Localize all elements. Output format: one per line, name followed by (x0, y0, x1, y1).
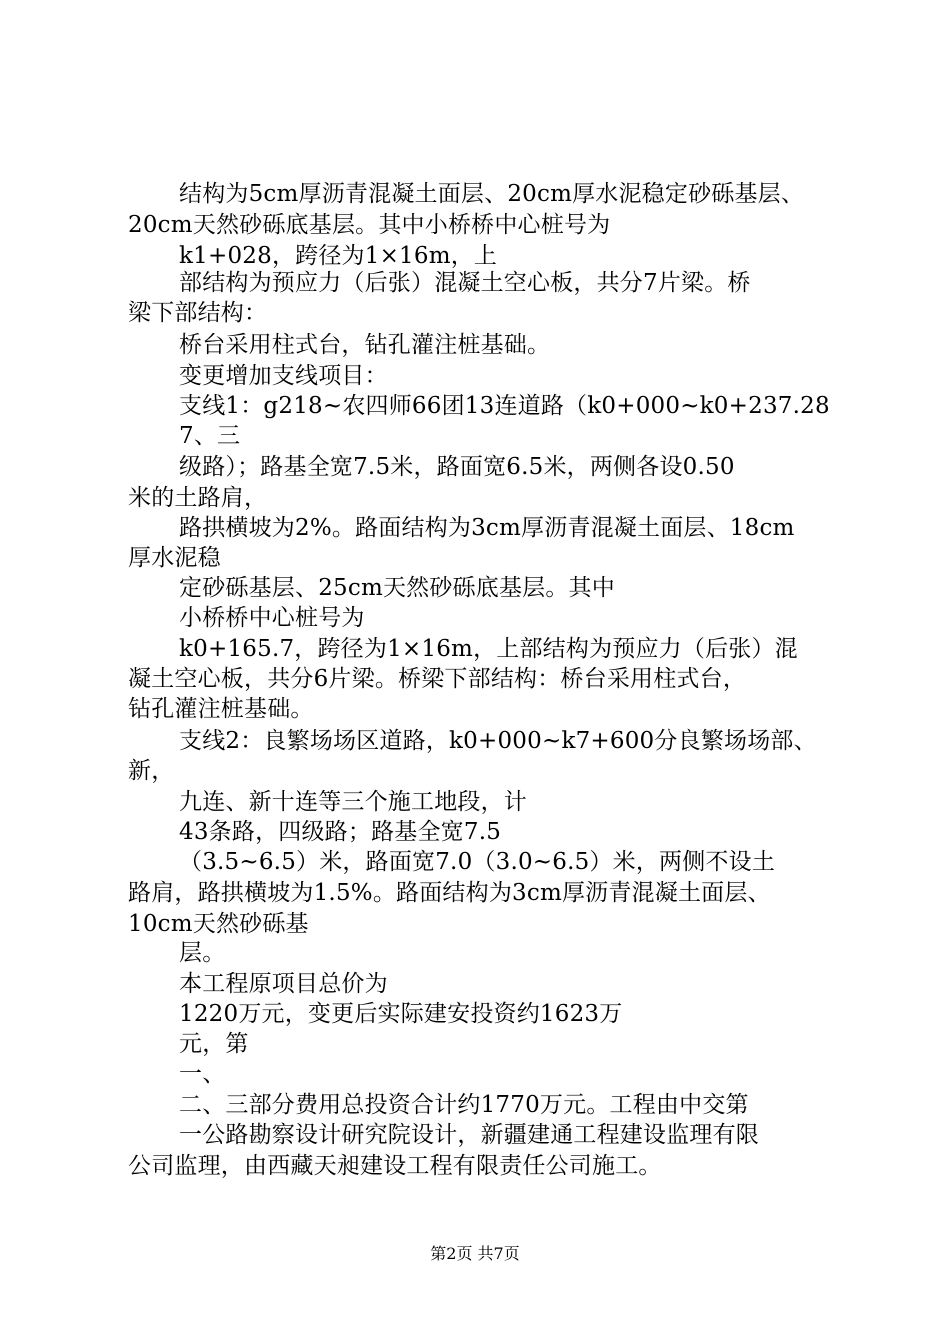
paragraph-line: 梁下部结构： (128, 300, 268, 326)
paragraph-line: 部结构为预应力（后张）混凝土空心板，共分7片梁。桥 (179, 270, 751, 296)
paragraph-line: 元，第 (179, 1031, 249, 1057)
paragraph-line: 定砂砾基层、25cm天然砂砾底基层。其中 (179, 575, 615, 601)
paragraph-line: k0+165.7，跨径为1×16m，上部结构为预应力（后张）混 (179, 636, 798, 662)
paragraph-line: 支线2：良繁场场区道路，k0+000~k7+600分良繁场场部、 (179, 728, 817, 754)
paragraph-line: 层。 (179, 940, 226, 966)
paragraph-line: 公司监理，由西藏天昶建设工程有限责任公司施工。 (128, 1153, 662, 1179)
paragraph-line: 本工程原项目总价为 (179, 971, 388, 997)
paragraph-line: 路肩，路拱横坡为1.5%。路面结构为3cm厚沥青混凝土面层、 (128, 880, 771, 906)
paragraph-line: 支线1：g218~农四师66团13连道路（k0+000~k0+237.28 (179, 393, 830, 419)
paragraph-line: 小桥桥中心桩号为 (179, 605, 365, 631)
paragraph-line: 一、 (179, 1061, 226, 1087)
paragraph-line: 厚水泥稳 (128, 545, 221, 571)
paragraph-line: 二、三部分费用总投资合计约1770万元。工程由中交第 (179, 1092, 749, 1118)
paragraph-line: 1220万元，变更后实际建安投资约1623万 (179, 1001, 623, 1027)
paragraph-line: 10cm天然砂砾基 (128, 911, 309, 937)
paragraph-line: 路拱横坡为2%。路面结构为3cm厚沥青混凝土面层、18cm (179, 515, 795, 541)
paragraph-line: 桥台采用柱式台，钻孔灌注桩基础。 (179, 332, 551, 358)
paragraph-line: 7、三 (179, 423, 241, 449)
paragraph-line: 钻孔灌注桩基础。 (128, 696, 314, 722)
paragraph-line: 凝土空心板，共分6片梁。桥梁下部结构：桥台采用柱式台， (128, 666, 747, 692)
paragraph-line: 一公路勘察设计研究院设计，新疆建通工程建设监理有限 (179, 1122, 759, 1148)
paragraph-line: 43条路，四级路；路基全宽7.5 (179, 819, 502, 845)
paragraph-line: 九连、新十连等三个施工地段，计 (179, 789, 527, 815)
paragraph-line: 米的土路肩， (128, 485, 268, 511)
page-number-footer: 第2页 共7页 (430, 1244, 520, 1263)
paragraph-line: 变更增加支线项目： (179, 363, 388, 389)
paragraph-line: （3.5~6.5）米，路面宽7.0（3.0~6.5）米，两侧不设土 (179, 849, 776, 875)
paragraph-line: 20cm天然砂砾底基层。其中小桥桥中心桩号为 (128, 212, 611, 238)
paragraph-line: 结构为5cm厚沥青混凝土面层、20cm厚水泥稳定砂砾基层、 (179, 181, 805, 207)
paragraph-line: 新， (128, 758, 175, 784)
paragraph-line: 级路）；路基全宽7.5米，路面宽6.5米，两侧各设0.50 (179, 454, 735, 480)
paragraph-line: k1+028，跨径为1×16m，上 (179, 243, 498, 269)
